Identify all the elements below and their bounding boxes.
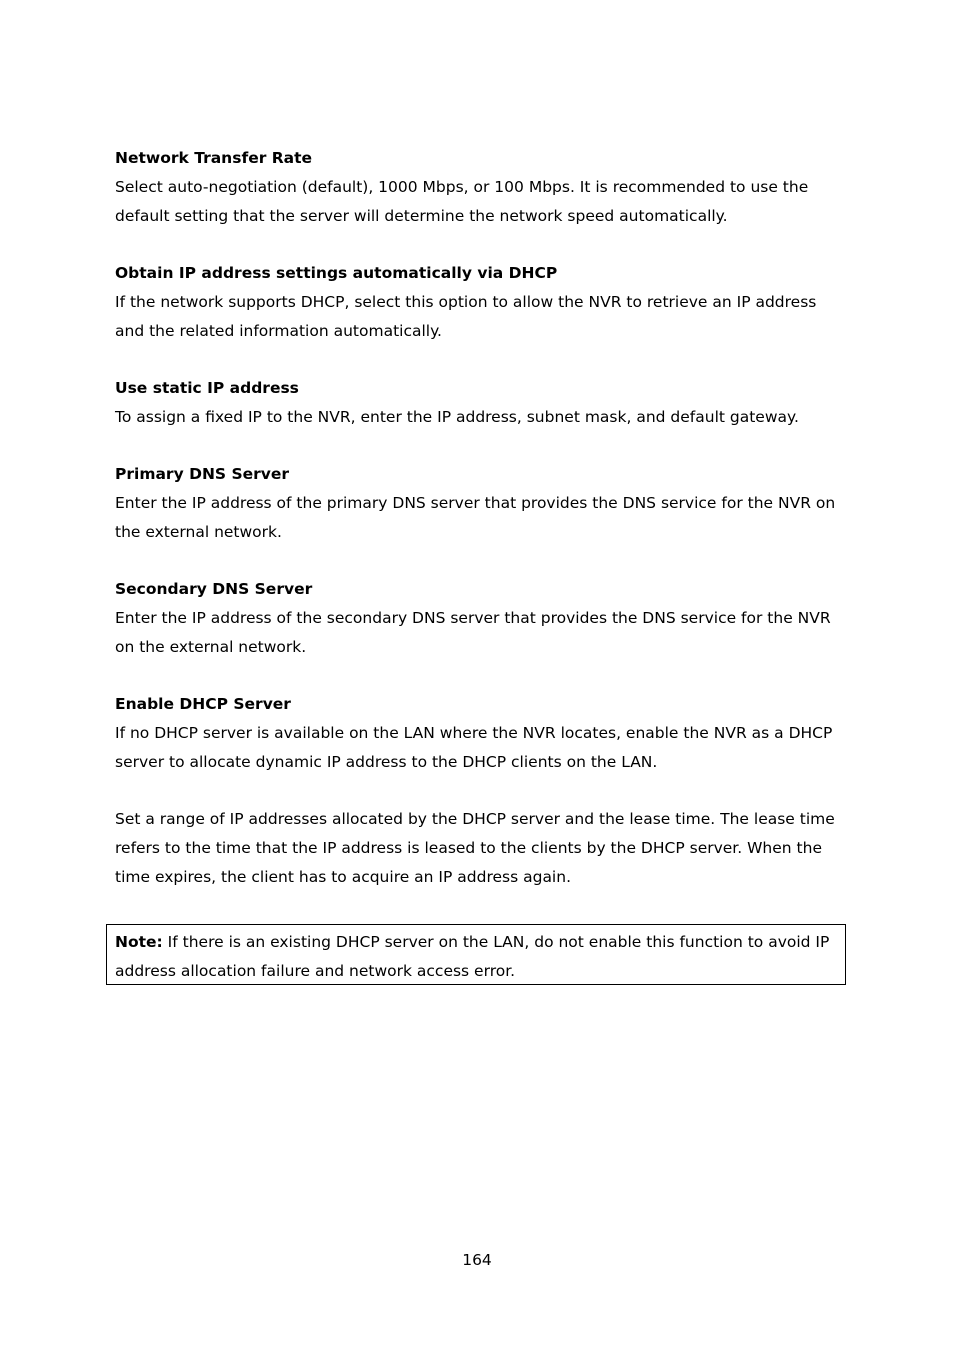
note-body: If there is an existing DHCP server on the LAN, do not enable this function to avoid IP address allocation failure and network access error. <box>115 933 830 980</box>
section-heading: Enable DHCP Server <box>115 695 291 713</box>
note-label: Note: <box>115 933 163 951</box>
section-static-ip <box>115 374 843 432</box>
section-paragraph: Select auto-negotiation (default), 1000 Mbps, or 100 Mbps. It is recommended to use the default setting that the server will determine the network speed automatically. <box>115 178 809 225</box>
section-heading: Use static IP address <box>115 379 299 397</box>
section-paragraph: Set a range of IP addresses allocated by the DHCP server and the lease time. The lease time refers to the time that the IP address is leased to the clients by the DHCP server. When the time expires, the client has to acquire an IP address again. <box>115 810 835 886</box>
section-dhcp-range-lease <box>115 805 843 892</box>
section-paragraph: Enter the IP address of the secondary DNS server that provides the DNS service for the NVR on the external network. <box>115 609 831 656</box>
section-primary-dns <box>115 460 843 547</box>
page-number: 164 <box>462 1251 492 1269</box>
section-secondary-dns <box>115 575 843 662</box>
section-obtain-ip-dhcp <box>115 259 843 346</box>
section-enable-dhcp-server <box>115 690 843 777</box>
note-text <box>115 928 837 986</box>
section-paragraph: If no DHCP server is available on the LAN where the NVR locates, enable the NVR as a DHCP server to allocate dynamic IP address to the DHCP clients on the LAN. <box>115 724 833 771</box>
section-heading: Secondary DNS Server <box>115 580 313 598</box>
page-content <box>115 144 843 920</box>
section-heading: Primary DNS Server <box>115 465 290 483</box>
section-heading: Obtain IP address settings automatically via DHCP <box>115 264 558 282</box>
section-network-transfer-rate <box>115 144 843 231</box>
section-paragraph: If the network supports DHCP, select this option to allow the NVR to retrieve an IP address and the related information automatically. <box>115 293 817 340</box>
section-paragraph: To assign a fixed IP to the NVR, enter the IP address, subnet mask, and default gateway. <box>115 408 799 426</box>
section-paragraph: Enter the IP address of the primary DNS server that provides the DNS service for the NVR on the external network. <box>115 494 836 541</box>
note-box <box>106 924 846 985</box>
section-heading: Network Transfer Rate <box>115 149 313 167</box>
